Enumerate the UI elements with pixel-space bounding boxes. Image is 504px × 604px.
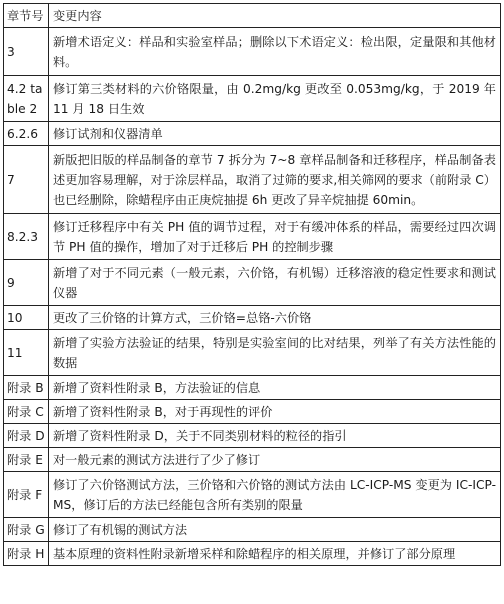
content-cell: 新增了对于不同元素（一般元素，六价铬，有机锡）迁移溶液的稳定性要求和测试仪器	[49, 260, 501, 306]
section-cell: 11	[4, 330, 49, 376]
table-header-row	[4, 4, 501, 28]
table-row	[4, 306, 501, 330]
section-cell: 附录 C	[4, 400, 49, 424]
content-cell: 新增了资料性附录 B，对于再现性的评价	[49, 400, 501, 424]
section-cell: 附录 G	[4, 518, 49, 542]
section-cell: 3	[4, 28, 49, 76]
content-cell: 修订迁移程序中有关 PH 值的调节过程，对于有缓冲体系的样品，需要经过四次调节 PH 值的操作，增加了对于迁移后 PH 的控制步骤	[49, 214, 501, 260]
section-cell: 附录 B	[4, 376, 49, 400]
section-cell: 6.2.6	[4, 122, 49, 146]
table-row	[4, 76, 501, 122]
table-row	[4, 214, 501, 260]
table-row	[4, 122, 501, 146]
table-row	[4, 330, 501, 376]
content-cell: 基本原理的资料性附录新增采样和除蜡程序的相关原理，并修订了部分原理	[49, 542, 501, 566]
section-cell: 4.2 table 2	[4, 76, 49, 122]
content-cell: 新增了资料性附录 D，关于不同类别材料的粒径的指引	[49, 424, 501, 448]
section-cell: 附录 D	[4, 424, 49, 448]
table-row	[4, 472, 501, 518]
content-cell: 修订第三类材料的六价铬限量，由 0.2mg/kg 更改至 0.053mg/kg，于 2019 年 11 月 18 日生效	[49, 76, 501, 122]
section-cell: 8.2.3	[4, 214, 49, 260]
content-cell: 修订了六价铬测试方法，三价铬和六价铬的测试方法由 LC-ICP-MS 变更为 IC-ICP-MS，修订后的方法已经能包含所有类别的限量	[49, 472, 501, 518]
table-row	[4, 260, 501, 306]
change-log-table	[3, 3, 501, 566]
content-cell: 对一般元素的测试方法进行了少了修订	[49, 448, 501, 472]
section-cell: 附录 H	[4, 542, 49, 566]
header-change-content: 变更内容	[49, 4, 501, 28]
table-row	[4, 424, 501, 448]
table-row	[4, 518, 501, 542]
section-cell: 附录 F	[4, 472, 49, 518]
section-cell: 10	[4, 306, 49, 330]
content-cell: 新增术语定义：样品和实验室样品；删除以下术语定义：检出限，定量限和其他材料。	[49, 28, 501, 76]
content-cell: 新版把旧版的样品制备的章节 7 拆分为 7~8 章样品制备和迁移程序，样品制备表述更加容易理解，对于涂层样品，取消了过筛的要求,相关筛网的要求（前附录 C）也已经删除，除蜡程序由正庚烷抽提 6h 更改了异辛烷抽提 60min。	[49, 146, 501, 214]
section-cell: 7	[4, 146, 49, 214]
content-cell: 新增了实验方法验证的结果，特别是实验室间的比对结果，列举了有关方法性能的数据	[49, 330, 501, 376]
table-row	[4, 146, 501, 214]
table-row	[4, 400, 501, 424]
header-section-number: 章节号	[4, 4, 49, 28]
table-row	[4, 28, 501, 76]
table-row	[4, 542, 501, 566]
section-cell: 附录 E	[4, 448, 49, 472]
table-row	[4, 376, 501, 400]
content-cell: 修订试剂和仪器清单	[49, 122, 501, 146]
content-cell: 更改了三价铬的计算方式，三价铬=总铬-六价铬	[49, 306, 501, 330]
content-cell: 修订了有机锡的测试方法	[49, 518, 501, 542]
content-cell: 新增了资料性附录 B，方法验证的信息	[49, 376, 501, 400]
table-row	[4, 448, 501, 472]
section-cell: 9	[4, 260, 49, 306]
